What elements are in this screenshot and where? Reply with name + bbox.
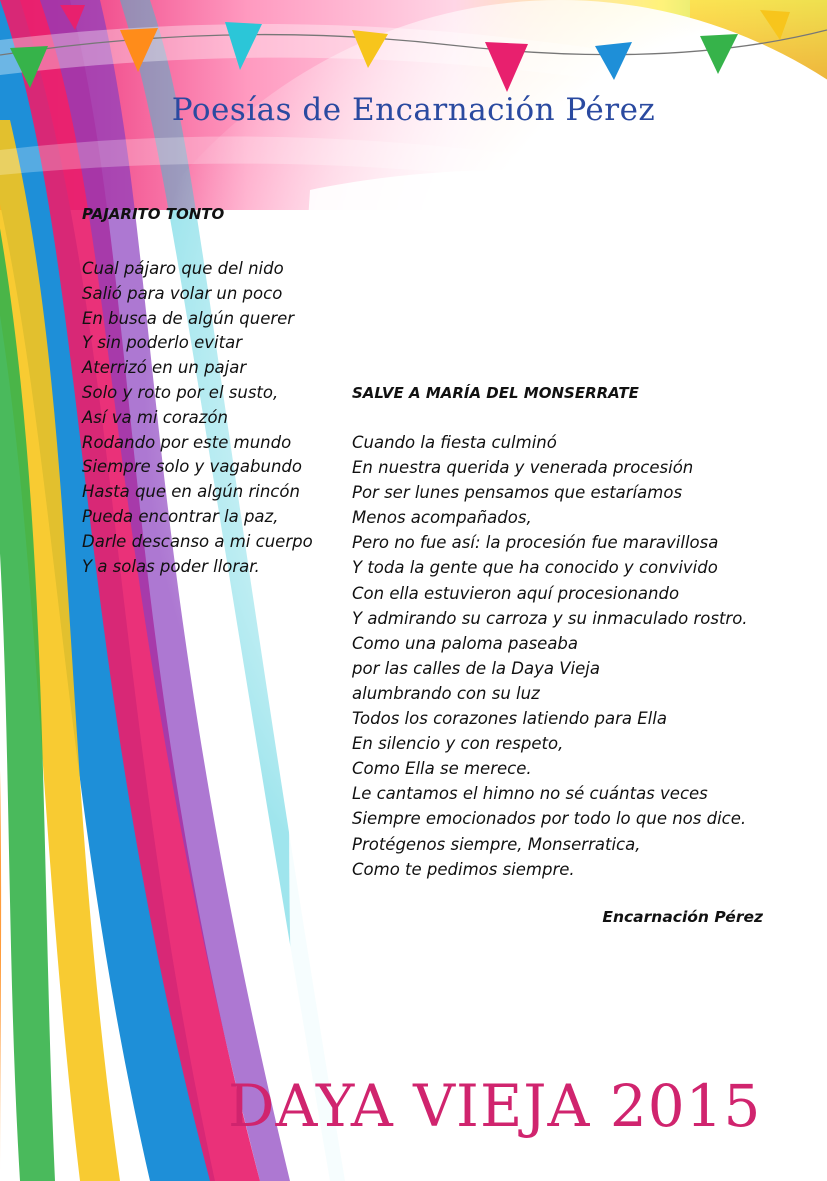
poem-line: Así va mi corazón [82, 407, 229, 427]
page-header-title: Poesías de Encarnación Pérez [171, 92, 656, 128]
poem-line: Aterrizó en un pajar [82, 358, 247, 378]
poem-line: Y sin poderlo evitar [82, 333, 242, 353]
poem-line: Siempre emocionados por todo lo que nos dice. [352, 809, 747, 829]
poem-line: En silencio y con respeto, [352, 734, 564, 754]
poem-pajarito-tonto [82, 205, 313, 579]
poem-line: Como una paloma paseaba [352, 633, 579, 653]
poem-line: alumbrando con su luz [352, 683, 540, 703]
poem-verses [82, 257, 313, 579]
poem-line: Solo y roto por el susto, [82, 382, 279, 402]
poem-line: Salió para volar un poco [82, 283, 283, 303]
poem-line: Como te pedimos siempre. [352, 859, 575, 879]
poem-line: En nuestra querida y venerada procesión [352, 458, 694, 478]
poem-line: Protégenos siempre, Monserratica, [352, 834, 641, 854]
footer-event-title: DAYA VIEJA 2015 [228, 1072, 762, 1140]
poem-verses [352, 430, 748, 882]
poem-line: Con ella estuvieron aquí procesionando [352, 583, 680, 603]
poem-line: Y a solas poder llorar. [82, 556, 260, 576]
poem-line: Como Ella se merece. [352, 759, 532, 779]
author-signature: Encarnación Pérez [602, 908, 763, 926]
poem-line: Siempre solo y vagabundo [82, 457, 302, 477]
poem-line: Pero no fue así: la procesión fue maravillosa [352, 533, 719, 553]
poem-line: Darle descanso a mi cuerpo [82, 531, 313, 551]
poem-line: Pueda encontrar la paz, [82, 506, 279, 526]
poem-line: Menos acompañados, [352, 508, 532, 528]
poem-salve-a-maria [352, 384, 748, 882]
poem-line: Hasta que en algún rincón [82, 482, 300, 502]
poem-line: Y admirando su carroza y su inmaculado rostro. [352, 608, 748, 628]
poem-line: Cual pájaro que del nido [82, 259, 284, 278]
poem-line: Le cantamos el himno no sé cuántas veces [352, 784, 708, 804]
poem-line: Por ser lunes pensamos que estaríamos [352, 483, 683, 503]
poem-line: por las calles de la Daya Vieja [352, 658, 600, 678]
poem-line: Cuando la fiesta culminó [352, 433, 557, 452]
poem-line: En busca de algún querer [82, 308, 295, 328]
poem-title: PAJARITO TONTO [82, 205, 225, 223]
poem-line: Todos los corazones latiendo para Ella [352, 709, 667, 729]
poem-line: Y toda la gente que ha conocido y convivido [352, 558, 718, 578]
poem-line: Rodando por este mundo [82, 432, 292, 452]
poem-title: SALVE A MARÍA DEL MONSERRATE [352, 384, 639, 402]
